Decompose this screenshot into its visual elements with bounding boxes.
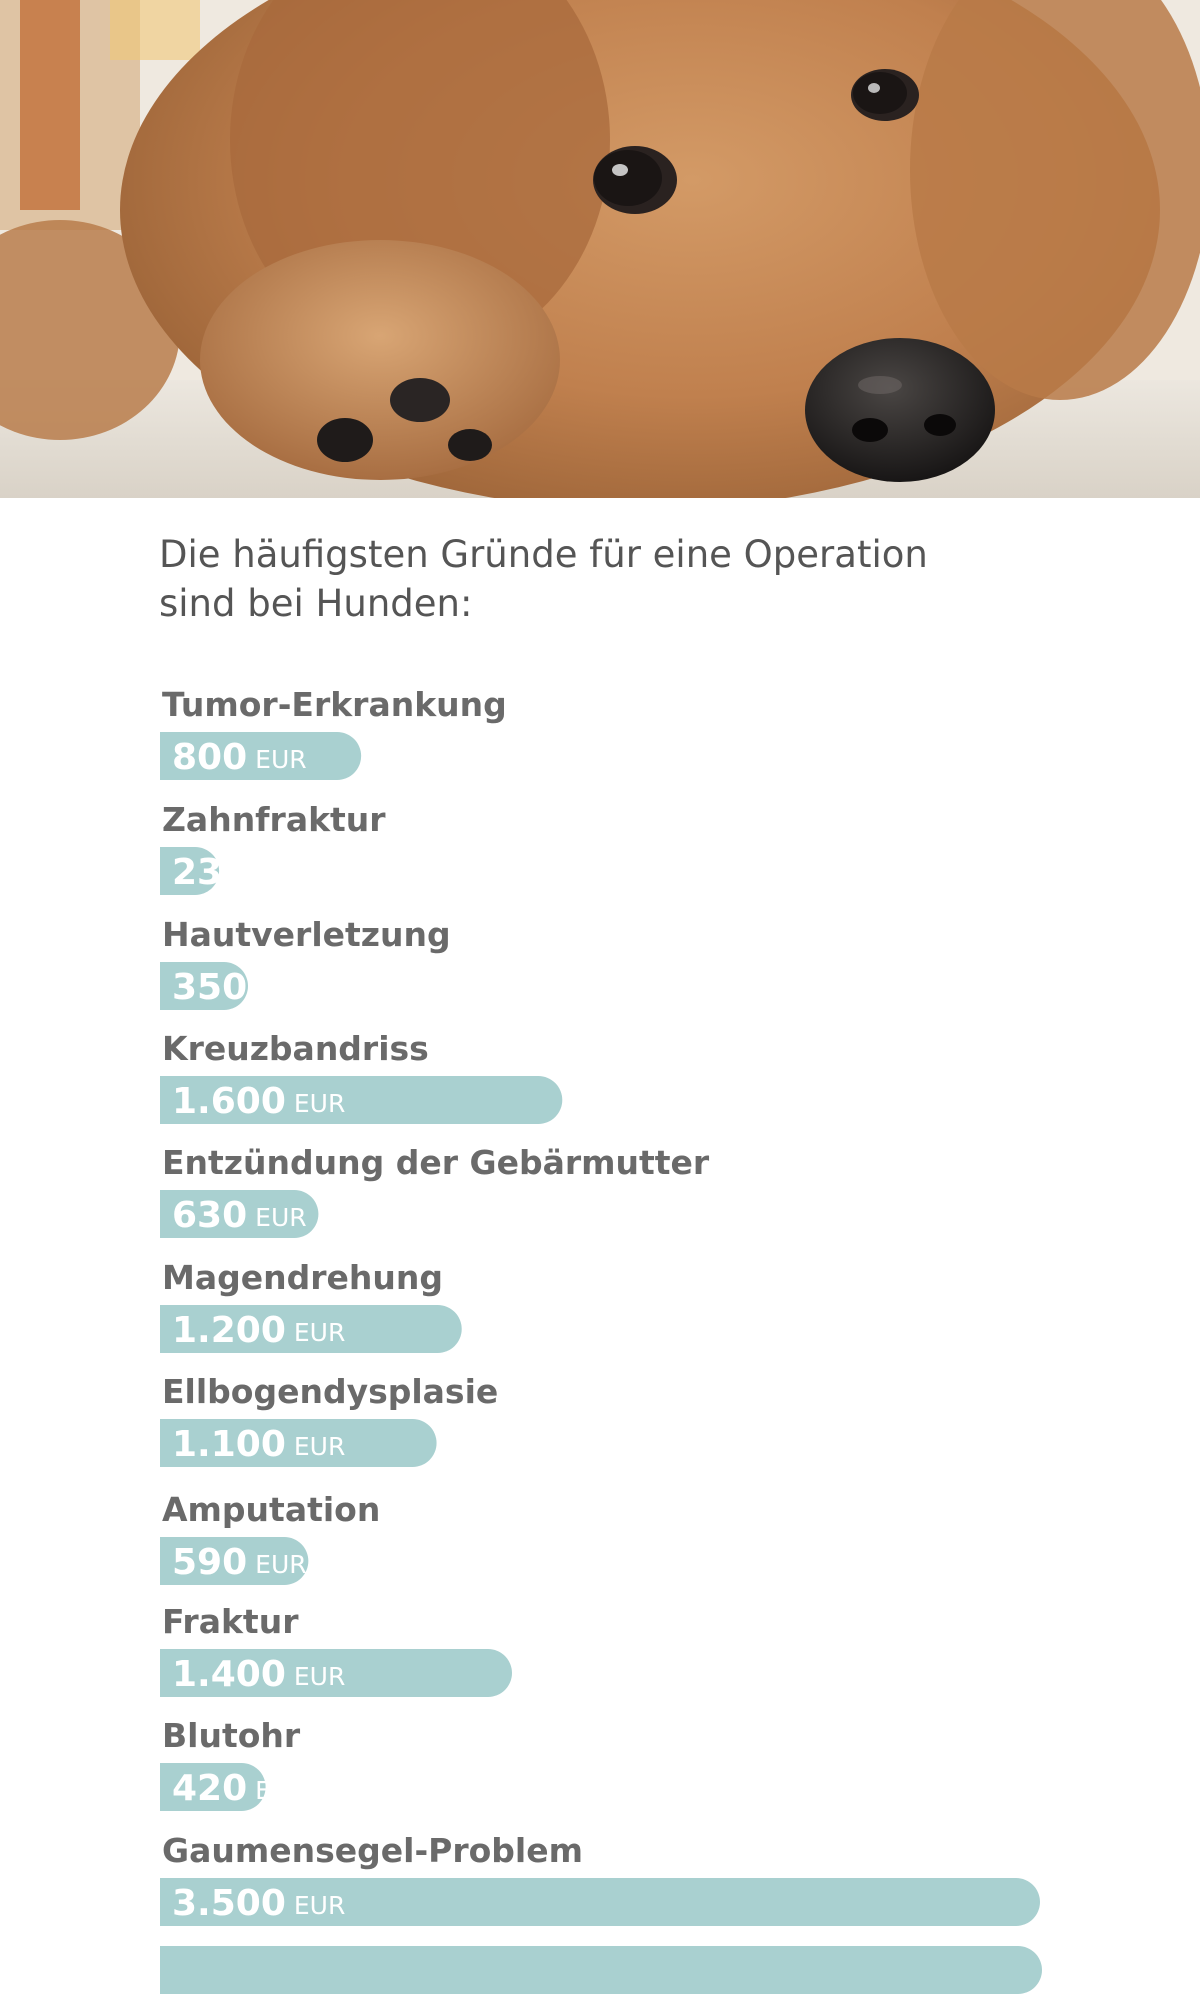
value-unit-label: EUR: [293, 1662, 346, 1691]
bar: [160, 1878, 1040, 1926]
value-unit-label: EUR: [255, 745, 307, 774]
category-label: Gaumensegel-Problem: [162, 1831, 583, 1870]
value-unit-label: EUR: [293, 1891, 346, 1920]
heading-line-2: sind bei Hunden:: [159, 582, 473, 625]
category-label: Zahnfraktur: [162, 800, 386, 839]
heading-line-1: Die häufigsten Gründe für eine Operation: [159, 533, 928, 576]
category-label: Fraktur: [162, 1602, 299, 1641]
value-unit-label: EUR: [293, 1089, 346, 1118]
category-label: Ellbogendysplasie: [162, 1372, 499, 1411]
value-unit-label: EUR: [255, 860, 307, 889]
value-label: 630: [172, 1195, 248, 1236]
value-unit-label: EUR: [255, 1776, 307, 1805]
value-label: 235: [172, 852, 248, 893]
category-label: Entzündung der Gebärmutter: [162, 1143, 710, 1182]
category-label: Hautverletzung: [162, 915, 451, 954]
category-label: Amputation: [162, 1490, 381, 1529]
category-label: Blutohr: [162, 1716, 301, 1755]
value-label: 350: [172, 967, 248, 1008]
category-label: Kreuzbandriss: [162, 1029, 429, 1068]
value-label: 3.500: [172, 1883, 286, 1924]
value-unit-label: EUR: [293, 1318, 346, 1347]
value-label: 1.100: [172, 1424, 286, 1465]
value-label: 420: [172, 1768, 248, 1809]
value-label: 800: [172, 737, 248, 778]
value-unit-label: EUR: [293, 1432, 346, 1461]
value-label: 1.200: [172, 1310, 286, 1351]
category-label: Magendrehung: [162, 1258, 443, 1297]
value-unit-label: EUR: [255, 1550, 307, 1579]
value-label: 1.400: [172, 1654, 286, 1695]
decorative-bottom-bar: [160, 1946, 1042, 1994]
value-unit-label: EUR: [255, 975, 307, 1004]
value-label: 1.600: [172, 1081, 286, 1122]
value-unit-label: EUR: [255, 1203, 307, 1232]
category-label: Tumor-Erkrankung: [162, 685, 507, 724]
value-label: 590: [172, 1542, 248, 1583]
